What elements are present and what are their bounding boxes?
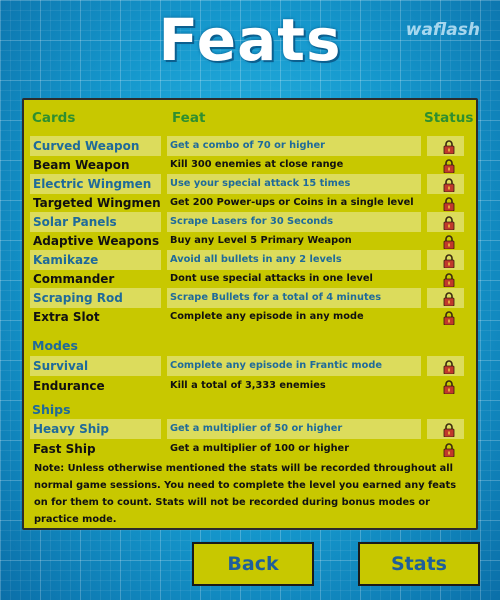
stats-button[interactable]: Stats	[358, 542, 480, 586]
feat-name: Fast Ship	[33, 442, 96, 456]
feat-name: Solar Panels	[30, 212, 161, 232]
status-cell	[427, 212, 464, 232]
feat-row	[30, 307, 421, 327]
header-feat: Feat	[172, 110, 206, 126]
feat-name: Curved Weapon	[30, 136, 161, 156]
feat-description: Use your special attack 15 times	[167, 174, 421, 194]
feat-row	[30, 136, 421, 156]
feats-panel	[22, 98, 478, 530]
lock-icon	[443, 177, 455, 191]
feat-description: Get 200 Power-ups or Coins in a single level	[170, 197, 414, 208]
feat-row	[30, 356, 421, 376]
lock-icon	[443, 215, 455, 229]
status-cell	[427, 419, 464, 439]
feat-description: Complete any episode in any mode	[170, 311, 364, 322]
status-cell	[427, 288, 464, 308]
feat-name: Commander	[33, 272, 115, 286]
feat-name: Extra Slot	[33, 310, 100, 324]
feat-description: Get a multiplier of 100 or higher	[170, 443, 350, 454]
feat-description: Kill a total of 3,333 enemies	[170, 380, 326, 391]
feat-description: Get a multiplier of 50 or higher	[167, 419, 421, 439]
brand-logo: waflash	[405, 20, 480, 40]
status-cell	[427, 193, 464, 213]
lock-icon	[443, 139, 455, 153]
lock-icon	[443, 379, 455, 393]
feat-description: Scrape Lasers for 30 Seconds	[167, 212, 421, 232]
feat-row	[30, 288, 421, 308]
note-text: Note: Unless otherwise mentioned the stats will be recorded throughout all normal game sessions. You need to complete the level you earned any feats on for them to count. Stats will not be recorded during bonus modes or practice mode.	[34, 463, 457, 525]
feat-description: Complete any episode in Frantic mode	[167, 356, 421, 376]
feat-row	[30, 231, 421, 251]
feat-row	[30, 155, 421, 175]
feat-row	[30, 174, 421, 194]
feat-row	[30, 212, 421, 232]
feat-row	[30, 419, 421, 439]
feat-description: Get a combo of 70 or higher	[167, 136, 421, 156]
status-cell	[427, 231, 464, 251]
feat-row	[30, 439, 421, 459]
status-cell	[427, 174, 464, 194]
feat-row	[30, 269, 421, 289]
status-cell	[427, 376, 464, 396]
header-cards: Cards	[32, 110, 76, 126]
feat-description: Scrape Bullets for a total of 4 minutes	[167, 288, 421, 308]
lock-icon	[443, 234, 455, 248]
lock-icon	[443, 158, 455, 172]
feat-name: Kamikaze	[30, 250, 161, 270]
status-cell	[427, 307, 464, 327]
header-status: Status	[424, 110, 474, 126]
feat-name: Adaptive Weapons	[33, 234, 160, 248]
feat-row	[30, 376, 421, 396]
status-cell	[427, 155, 464, 175]
feat-name: Scraping Rod	[30, 288, 161, 308]
status-cell	[427, 250, 464, 270]
status-cell	[427, 136, 464, 156]
feat-name: Endurance	[33, 379, 105, 393]
page-title: Feats	[158, 6, 342, 74]
feat-description: Avoid all bullets in any 2 levels	[167, 250, 421, 270]
feat-name: Targeted Wingmen	[33, 196, 161, 210]
feat-description: Kill 300 enemies at close range	[170, 159, 344, 170]
section-ships: Ships	[32, 402, 71, 417]
status-cell	[427, 439, 464, 459]
lock-icon	[443, 310, 455, 324]
status-cell	[427, 356, 464, 376]
feat-name: Beam Weapon	[33, 158, 130, 172]
lock-icon	[443, 422, 455, 436]
back-button[interactable]: Back	[192, 542, 314, 586]
lock-icon	[443, 253, 455, 267]
status-cell	[427, 269, 464, 289]
feat-description: Dont use special attacks in one level	[170, 273, 373, 284]
lock-icon	[443, 291, 455, 305]
feat-description: Buy any Level 5 Primary Weapon	[170, 235, 352, 246]
feat-row	[30, 193, 421, 213]
lock-icon	[443, 272, 455, 286]
feat-name: Survival	[30, 356, 161, 376]
lock-icon	[443, 196, 455, 210]
lock-icon	[443, 442, 455, 456]
feat-row	[30, 250, 421, 270]
section-modes: Modes	[32, 338, 78, 353]
feat-name: Heavy Ship	[30, 419, 161, 439]
lock-icon	[443, 359, 455, 373]
feat-name: Electric Wingmen	[30, 174, 161, 194]
